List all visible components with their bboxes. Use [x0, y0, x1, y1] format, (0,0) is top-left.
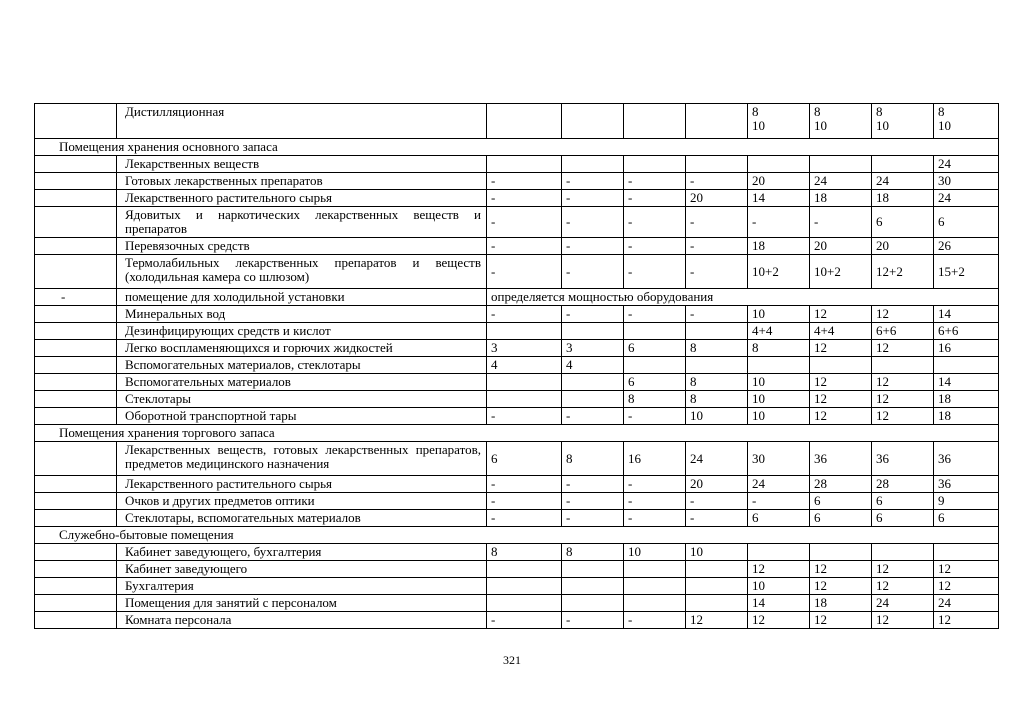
area-value: 8	[562, 442, 624, 476]
area-value: 14	[934, 374, 999, 391]
area-value: 4+4	[748, 323, 810, 340]
area-value: 12+2	[872, 255, 934, 289]
area-value: -	[487, 173, 562, 190]
table-row	[35, 374, 999, 391]
area-value: -	[562, 238, 624, 255]
area-value	[872, 357, 934, 374]
table-row	[35, 340, 999, 357]
area-value: -	[624, 255, 686, 289]
row-marker	[35, 561, 117, 578]
area-value: 36	[934, 442, 999, 476]
area-value: -	[487, 510, 562, 527]
room-name: Дистилляционная	[117, 104, 487, 139]
area-value: 4	[562, 357, 624, 374]
area-value: 10	[748, 306, 810, 323]
area-value: 8	[686, 340, 748, 357]
area-value: 8	[562, 544, 624, 561]
area-value: 20	[686, 476, 748, 493]
area-value	[872, 156, 934, 173]
area-value	[487, 578, 562, 595]
area-value	[487, 561, 562, 578]
area-value: 12	[810, 391, 872, 408]
area-value: -	[686, 238, 748, 255]
area-value: 24	[748, 476, 810, 493]
table-row	[35, 544, 999, 561]
row-marker	[35, 156, 117, 173]
area-value: 24	[872, 173, 934, 190]
area-value: -	[487, 238, 562, 255]
room-name: Вспомогательных материалов, стеклотары	[117, 357, 487, 374]
page-number: 321	[503, 653, 521, 667]
area-value: 10	[686, 544, 748, 561]
area-value: -	[562, 190, 624, 207]
area-value: -	[686, 306, 748, 323]
area-value: 12	[872, 612, 934, 629]
area-value: 10	[748, 374, 810, 391]
area-value: 14	[748, 595, 810, 612]
room-name: Комната персонала	[117, 612, 487, 629]
area-value: -	[487, 612, 562, 629]
table-row	[35, 156, 999, 173]
area-value	[686, 323, 748, 340]
area-value: 9	[934, 493, 999, 510]
area-value: -	[810, 207, 872, 238]
area-value	[624, 104, 686, 139]
area-value: 10	[686, 408, 748, 425]
row-marker	[35, 476, 117, 493]
area-value: 15+2	[934, 255, 999, 289]
area-value: -	[487, 255, 562, 289]
area-value	[686, 104, 748, 139]
room-name: Лекарственного растительного сырья	[117, 190, 487, 207]
area-value: -	[686, 493, 748, 510]
area-value	[487, 104, 562, 139]
area-value: 4	[487, 357, 562, 374]
area-value: 24	[810, 173, 872, 190]
area-value: 18	[810, 190, 872, 207]
area-value: 12	[810, 578, 872, 595]
area-value: 3	[562, 340, 624, 357]
area-value	[934, 544, 999, 561]
area-value: -	[562, 255, 624, 289]
room-name: помещение для холодильной установки	[117, 289, 487, 306]
row-marker	[35, 190, 117, 207]
area-value: 12	[872, 408, 934, 425]
area-value: 6	[624, 340, 686, 357]
area-value: -	[686, 207, 748, 238]
room-name: Дезинфицирующих средств и кислот	[117, 323, 487, 340]
room-name: Перевязочных средств	[117, 238, 487, 255]
row-marker	[35, 544, 117, 561]
area-value: -	[624, 207, 686, 238]
table-row	[35, 289, 999, 306]
area-value: 16	[934, 340, 999, 357]
area-value: 6	[872, 510, 934, 527]
area-value: 12	[872, 578, 934, 595]
area-value	[686, 561, 748, 578]
area-value: -	[624, 173, 686, 190]
area-value: 10	[748, 408, 810, 425]
row-marker	[35, 238, 117, 255]
area-value: 10	[748, 578, 810, 595]
area-value: 20	[810, 238, 872, 255]
area-value: 24	[934, 595, 999, 612]
room-name: Стеклотары	[117, 391, 487, 408]
area-value: -	[686, 510, 748, 527]
area-value: -	[562, 408, 624, 425]
area-value: 18	[934, 391, 999, 408]
area-value: 20	[686, 190, 748, 207]
area-value: -	[487, 207, 562, 238]
area-value: 6	[487, 442, 562, 476]
area-value: 10+2	[748, 255, 810, 289]
area-value	[624, 561, 686, 578]
area-value	[810, 357, 872, 374]
section-title: Помещения хранения торгового запаса	[35, 425, 999, 442]
table-row	[35, 190, 999, 207]
area-value: 20	[872, 238, 934, 255]
area-value: 20	[748, 173, 810, 190]
area-value: -	[562, 207, 624, 238]
area-value: -	[624, 408, 686, 425]
area-value: 18	[810, 595, 872, 612]
area-value: -	[748, 493, 810, 510]
area-value	[686, 595, 748, 612]
row-marker: -	[35, 289, 117, 306]
area-value: 8 10	[872, 104, 934, 139]
area-value: 6	[810, 510, 872, 527]
area-value: 8 10	[748, 104, 810, 139]
area-value: 6+6	[934, 323, 999, 340]
area-value	[562, 104, 624, 139]
area-value: -	[562, 173, 624, 190]
area-value: 12	[810, 612, 872, 629]
room-name: Оборотной транспортной тары	[117, 408, 487, 425]
area-value: 12	[810, 340, 872, 357]
table-row	[35, 578, 999, 595]
table-row	[35, 442, 999, 476]
room-name: Очков и других предметов оптики	[117, 493, 487, 510]
area-value: -	[487, 493, 562, 510]
area-value: 12	[872, 306, 934, 323]
table-row	[35, 408, 999, 425]
area-value: 8	[624, 391, 686, 408]
row-marker	[35, 595, 117, 612]
room-name: Бухгалтерия	[117, 578, 487, 595]
area-value	[624, 578, 686, 595]
area-value: 12	[810, 374, 872, 391]
row-marker	[35, 612, 117, 629]
room-name: Лекарственных веществ, готовых лекарственных препаратов, предметов медицинского назначения	[117, 442, 487, 476]
area-value: 30	[748, 442, 810, 476]
area-value: 6+6	[872, 323, 934, 340]
facility-area-table	[34, 103, 999, 629]
area-value	[810, 156, 872, 173]
area-value: 12	[934, 578, 999, 595]
area-value: -	[562, 306, 624, 323]
area-value: 36	[934, 476, 999, 493]
area-value: 18	[872, 190, 934, 207]
area-value: 12	[686, 612, 748, 629]
row-marker	[35, 173, 117, 190]
table-row	[35, 238, 999, 255]
table-row	[35, 476, 999, 493]
room-name: Легко воспламеняющихся и горючих жидкостей	[117, 340, 487, 357]
area-value: -	[624, 493, 686, 510]
area-value: -	[686, 173, 748, 190]
row-marker	[35, 207, 117, 238]
area-value	[624, 357, 686, 374]
area-value: 10	[748, 391, 810, 408]
area-value	[748, 357, 810, 374]
table-row	[35, 207, 999, 238]
area-value: 8	[487, 544, 562, 561]
section-title: Помещения хранения основного запаса	[35, 139, 999, 156]
area-value: -	[624, 476, 686, 493]
area-value	[934, 357, 999, 374]
area-value	[487, 595, 562, 612]
area-value	[562, 391, 624, 408]
area-value: 12	[872, 561, 934, 578]
area-value: 12	[748, 612, 810, 629]
table-row	[35, 104, 999, 139]
area-value	[686, 156, 748, 173]
area-value: -	[624, 190, 686, 207]
area-value: 8 10	[810, 104, 872, 139]
area-value: 24	[686, 442, 748, 476]
area-value: 6	[934, 207, 999, 238]
area-value	[748, 156, 810, 173]
area-value	[487, 156, 562, 173]
area-value: 6	[872, 207, 934, 238]
table-row	[35, 306, 999, 323]
area-value: 12	[934, 561, 999, 578]
area-value	[562, 156, 624, 173]
area-value: 18	[934, 408, 999, 425]
area-value: 12	[810, 306, 872, 323]
area-value: -	[624, 612, 686, 629]
area-value: -	[562, 510, 624, 527]
room-name: Лекарственных веществ	[117, 156, 487, 173]
area-value: 28	[810, 476, 872, 493]
table-row	[35, 561, 999, 578]
row-marker	[35, 408, 117, 425]
area-value: 6	[810, 493, 872, 510]
area-value: 12	[810, 408, 872, 425]
area-value: 12	[872, 374, 934, 391]
room-name: Лекарственного растительного сырья	[117, 476, 487, 493]
table-row	[35, 323, 999, 340]
area-value: 24	[872, 595, 934, 612]
area-value: 12	[934, 612, 999, 629]
table-row	[35, 510, 999, 527]
section-title: Служебно-бытовые помещения	[35, 527, 999, 544]
area-value	[562, 578, 624, 595]
room-name: Вспомогательных материалов	[117, 374, 487, 391]
area-value: 12	[810, 561, 872, 578]
table-row	[35, 595, 999, 612]
area-value	[748, 544, 810, 561]
row-marker	[35, 306, 117, 323]
area-value	[624, 595, 686, 612]
span-note: определяется мощностью оборудования	[487, 289, 999, 306]
row-marker	[35, 578, 117, 595]
table-row	[35, 357, 999, 374]
area-value	[487, 323, 562, 340]
row-marker	[35, 104, 117, 139]
area-value	[562, 561, 624, 578]
area-value: -	[487, 476, 562, 493]
area-value: 4+4	[810, 323, 872, 340]
area-value: 16	[624, 442, 686, 476]
area-value	[686, 578, 748, 595]
table-row	[35, 493, 999, 510]
room-name: Кабинет заведующего, бухгалтерия	[117, 544, 487, 561]
section-row	[35, 139, 999, 156]
area-value: -	[562, 476, 624, 493]
area-value: 30	[934, 173, 999, 190]
table-row	[35, 173, 999, 190]
area-value: 14	[934, 306, 999, 323]
row-marker	[35, 493, 117, 510]
area-value	[562, 323, 624, 340]
area-value	[872, 544, 934, 561]
area-value: 8	[686, 391, 748, 408]
area-value: -	[487, 408, 562, 425]
area-value: 6	[872, 493, 934, 510]
room-name: Кабинет заведующего	[117, 561, 487, 578]
room-name: Стеклотары, вспомогательных материалов	[117, 510, 487, 527]
row-marker	[35, 374, 117, 391]
area-value	[624, 156, 686, 173]
area-value: 36	[872, 442, 934, 476]
area-value	[810, 544, 872, 561]
area-value: 12	[872, 340, 934, 357]
area-value: 26	[934, 238, 999, 255]
area-value: 3	[487, 340, 562, 357]
area-value	[624, 323, 686, 340]
area-value	[562, 595, 624, 612]
area-value: 24	[934, 156, 999, 173]
area-value: 24	[934, 190, 999, 207]
area-value: -	[487, 306, 562, 323]
area-value: 6	[624, 374, 686, 391]
area-value: 10	[624, 544, 686, 561]
area-value	[487, 374, 562, 391]
area-value: 28	[872, 476, 934, 493]
room-name: Термолабильных лекарственных препаратов и веществ (холодильная камера со шлюзом)	[117, 255, 487, 289]
row-marker	[35, 391, 117, 408]
area-value: 6	[748, 510, 810, 527]
row-marker	[35, 323, 117, 340]
table-row	[35, 612, 999, 629]
area-value: 8	[686, 374, 748, 391]
area-value: 10+2	[810, 255, 872, 289]
area-value: -	[624, 510, 686, 527]
area-value: -	[487, 190, 562, 207]
area-value: 14	[748, 190, 810, 207]
section-row	[35, 425, 999, 442]
area-value: -	[562, 493, 624, 510]
area-value: 12	[748, 561, 810, 578]
room-name: Помещения для занятий с персоналом	[117, 595, 487, 612]
area-value: 18	[748, 238, 810, 255]
row-marker	[35, 357, 117, 374]
area-value	[686, 357, 748, 374]
room-name: Ядовитых и наркотических лекарственных веществ и препаратов	[117, 207, 487, 238]
area-value: -	[562, 612, 624, 629]
row-marker	[35, 340, 117, 357]
area-value: 36	[810, 442, 872, 476]
area-value: -	[686, 255, 748, 289]
row-marker	[35, 255, 117, 289]
area-value: 8 10	[934, 104, 999, 139]
area-value: 12	[872, 391, 934, 408]
room-name: Готовых лекарственных препаратов	[117, 173, 487, 190]
area-value: -	[624, 306, 686, 323]
row-marker	[35, 510, 117, 527]
area-value	[487, 391, 562, 408]
area-value: -	[748, 207, 810, 238]
area-value: -	[624, 238, 686, 255]
area-value: 6	[934, 510, 999, 527]
area-value	[562, 374, 624, 391]
section-row	[35, 527, 999, 544]
table-row	[35, 391, 999, 408]
table-row	[35, 255, 999, 289]
area-value: 8	[748, 340, 810, 357]
room-name: Минеральных вод	[117, 306, 487, 323]
row-marker	[35, 442, 117, 476]
